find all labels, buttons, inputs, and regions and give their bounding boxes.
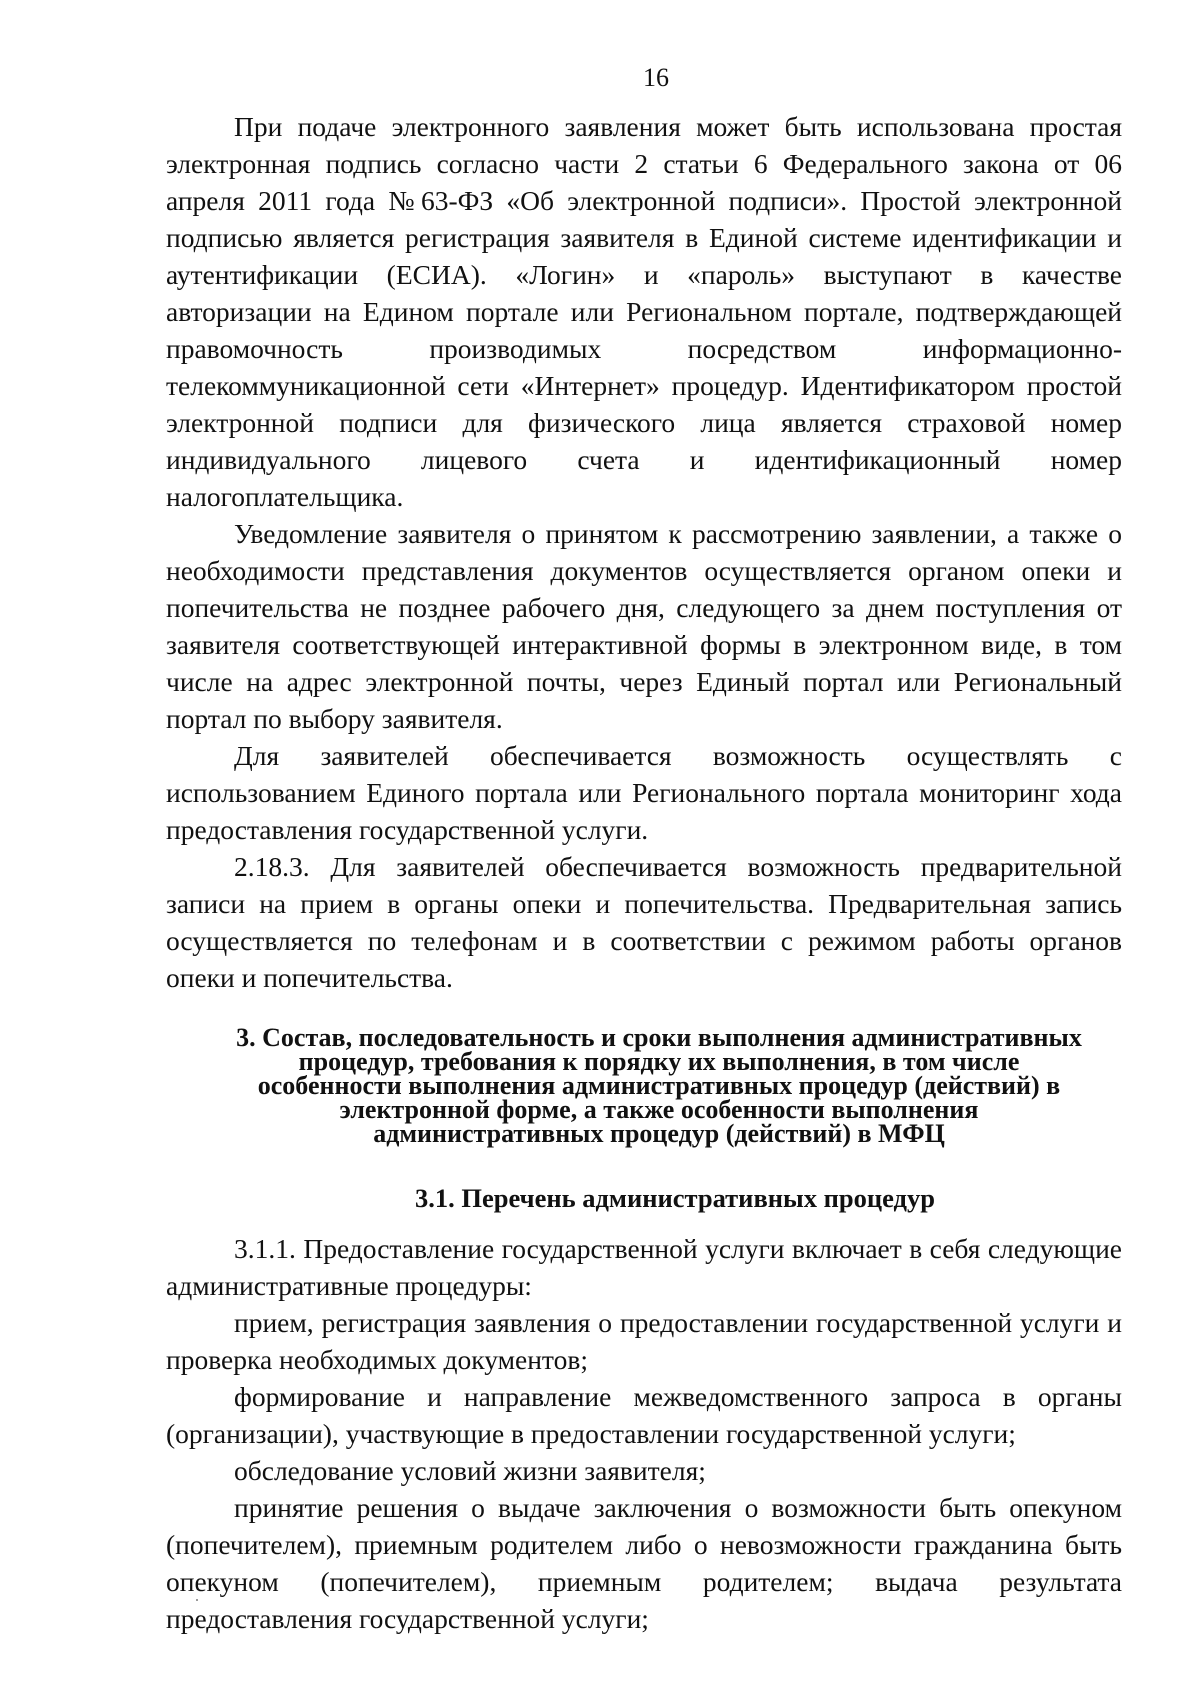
paragraph-electronic-signature: При подаче электронного заявления может быть использована простая электронная подпись согласно части 2 статьи 6 Федерального закона от 06 апреля 2011 года №63-ФЗ «Об электронной подписи». Простой электронной подписью является регистрация заявителя в Единой системе идентификации и аутентификации (ЕСИА). «Логин» и «пароль» выступают в качестве авторизации на Едином портале или Региональном портале, подтверждающей правомочность производимых посредством информационно-телекоммуникационной сети «Интернет» процедур. Идентификатором простой электронной подписи для физического лица является страховой номер индивидуального лицевого счета и идентификационный номер налогоплательщика. (166, 111, 1122, 512)
list-item-interagency-request: формирование и направление межведомственного запроса в органы (организации), участвующие в предоставлении государственной услуги; (166, 1381, 1122, 1449)
paragraph-applicant-notification: Уведомление заявителя о принятом к рассмотрению заявлении, а также о необходимости представления документов осуществляется органом опеки и попечительства не позднее рабочего дня, следующего за днем поступления от заявителя соответствующей интерактивной формы в электронном виде, в том числе на адрес электронной почты, через Единый портал или Региональный портал по выбору заявителя. (166, 518, 1122, 734)
paragraph-monitoring: Для заявителей обеспечивается возможность осуществлять с использованием Единого портала или Регионального портала мониторинг хода предоставления государственной услуги. (166, 740, 1122, 845)
section-heading: 3. Состав, последовательность и сроки выполнения административных процедур, требования к порядку их выполнения, в том числе особенности выполнения административных процедур (действий) в электронной форме, а также особенности выполнения административных процедур (действий) в МФЦ (236, 1023, 1082, 1148)
list-item-reception-registration: прием, регистрация заявления о предоставлении государственной услуги и проверка необходимых документов; (166, 1307, 1122, 1375)
scan-artifact-dot (196, 1599, 198, 1601)
paragraph-procedures-intro: 3.1.1. Предоставление государственной услуги включает в себя следующие административные процедуры: (166, 1233, 1122, 1301)
page-number: 16 (643, 63, 669, 92)
paragraph-preliminary-appointment: 2.18.3. Для заявителей обеспечивается возможность предварительной записи на прием в органы опеки и попечительства. Предварительная запись осуществляется по телефонам и в соответствии с режимом работы органов опеки и попечительства. (166, 851, 1122, 993)
list-item-living-conditions: обследование условий жизни заявителя; (234, 1455, 706, 1486)
document-page (166, 60, 1122, 1637)
list-item-decision-issuance: принятие решения о выдаче заключения о возможности быть опекуном (попечителем), приемным родителем либо о невозможности гражданина быть опекуном (попечителем), приемным родителем; выдача результата предоставления государственной услуги; (166, 1492, 1122, 1634)
subsection-heading: 3.1. Перечень административных процедур (415, 1183, 935, 1213)
